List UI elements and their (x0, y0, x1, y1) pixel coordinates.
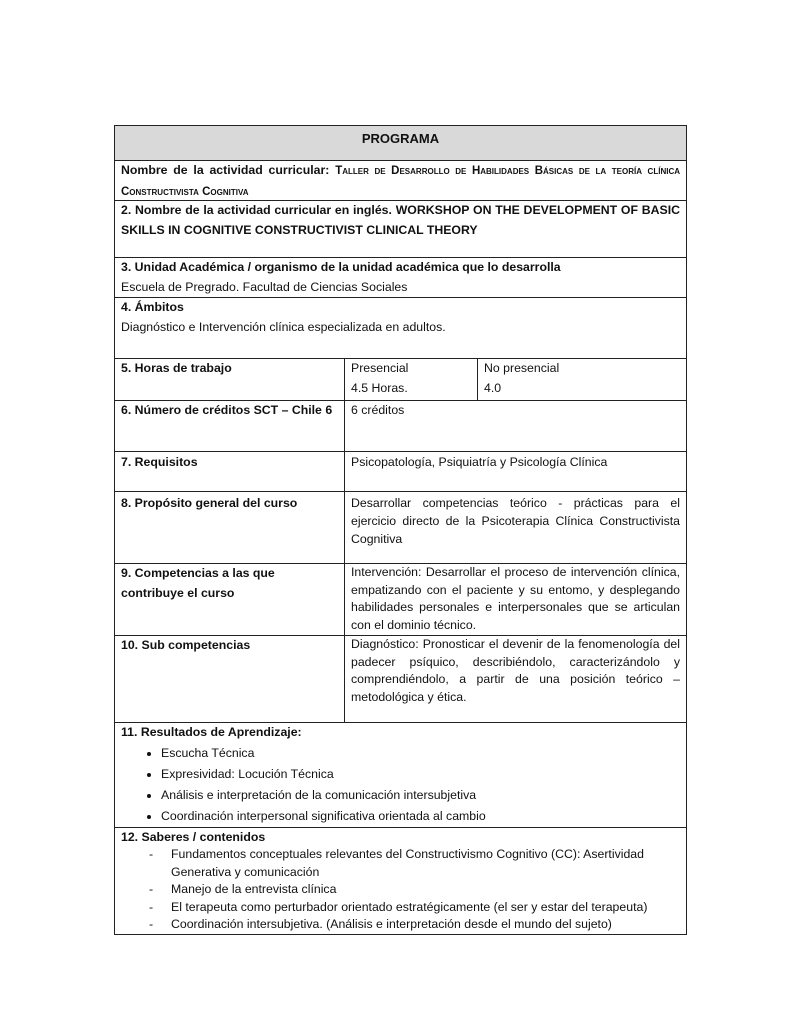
list-item: - Manejo de la entrevista clínica (171, 881, 680, 899)
activity-name-label: Nombre de la actividad curricular: (121, 163, 330, 177)
hours-presencial (344, 358, 478, 401)
academic-unit-value: Escuela de Pregrado. Facultad de Ciencias Sociales (121, 279, 408, 294)
list-item: • Análisis e interpretación de la comunicación intersubjetiva (161, 785, 680, 806)
row-activity-name (114, 160, 687, 201)
list-item: - Fundamentos conceptuales relevantes del Constructivismo Cognitivo (CC): Asertividad Generativa y comunicación (171, 846, 680, 881)
row-learning-outcomes (114, 722, 687, 828)
contents-label: 12. Saberes / contenidos (121, 830, 266, 844)
no-presencial-value: 4.0 (484, 380, 502, 395)
credits-label: 6. Número de créditos SCT – Chile 6 (114, 400, 345, 452)
competencies-label: 9. Competencias a las que contribuye el curso (114, 563, 345, 636)
requirements-label: 7. Requisitos (114, 451, 345, 492)
competencies-value: Intervención: Desarrollar el proceso de intervención clínica, empatizando con el paciente y su entomo, y desplegando habilidades personales e interpersonales que se articulan con el dominio técnico. (344, 563, 687, 636)
academic-unit-label: 3. Unidad Académica / organismo de la unidad académica que lo desarrolla (121, 260, 561, 274)
list-item: - El terapeuta como perturbador orientado estratégicamente (el ser y estar del terapeuta) (171, 899, 680, 917)
row-english-name (114, 200, 687, 258)
hours-label: 5. Horas de trabajo (114, 358, 345, 401)
english-name-value: WORKSHOP ON THE DEVELOPMENT OF BASIC SKILLS IN COGNITIVE CONSTRUCTIVIST CLINICAL THEORY (121, 203, 681, 237)
program-title: PROGRAMA (114, 125, 687, 161)
row-scope (114, 297, 687, 359)
requirements-value: Psicopatología, Psiquiatría y Psicología Clínica (344, 451, 687, 492)
list-item: • Coordinación interpersonal significativa orientada al cambio (161, 806, 680, 827)
learning-outcomes-list (121, 743, 680, 827)
english-name-label: 2. Nombre de la actividad curricular en inglés. (121, 203, 392, 217)
presencial-label: Presencial (351, 361, 409, 375)
row-academic-unit (114, 257, 687, 298)
sub-competencies-label: 10. Sub competencias (114, 635, 345, 723)
sub-competencies-value: Diagnóstico: Pronosticar el devenir de la fenomenología del padecer psíquico, describiéndolo, caracterizándolo y comprendiéndolo, a partir de una posición teórico – metodológica y ética. (344, 635, 687, 723)
activity-name-value: Taller de Desarrollo de Habilidades Básicas de la teoría clínica Constructivista Cognitiva (121, 165, 680, 198)
contents-list (121, 846, 680, 934)
row-contents (114, 827, 687, 935)
list-item: • Escucha Técnica (161, 743, 680, 764)
scope-label: 4. Ámbitos (121, 300, 184, 314)
purpose-label: 8. Propósito general del curso (114, 491, 345, 564)
purpose-value: Desarrollar competencias teórico - prácticas para el ejercicio directo de la Psicoterapia Clínica Constructivista Cognitiva (344, 491, 687, 564)
presencial-value: 4.5 Horas. (351, 380, 408, 395)
scope-value: Diagnóstico e Intervención clínica especializada en adultos. (121, 319, 446, 334)
no-presencial-label: No presencial (484, 361, 560, 375)
list-item: - Coordinación intersubjetiva. (Análisis e interpretación desde el mundo del sujeto) (171, 916, 680, 934)
hours-no-presencial (477, 358, 687, 401)
credits-value: 6 créditos (344, 400, 687, 452)
learning-outcomes-label: 11. Resultados de Aprendizaje: (121, 725, 302, 739)
list-item: • Expresividad: Locución Técnica (161, 764, 680, 785)
